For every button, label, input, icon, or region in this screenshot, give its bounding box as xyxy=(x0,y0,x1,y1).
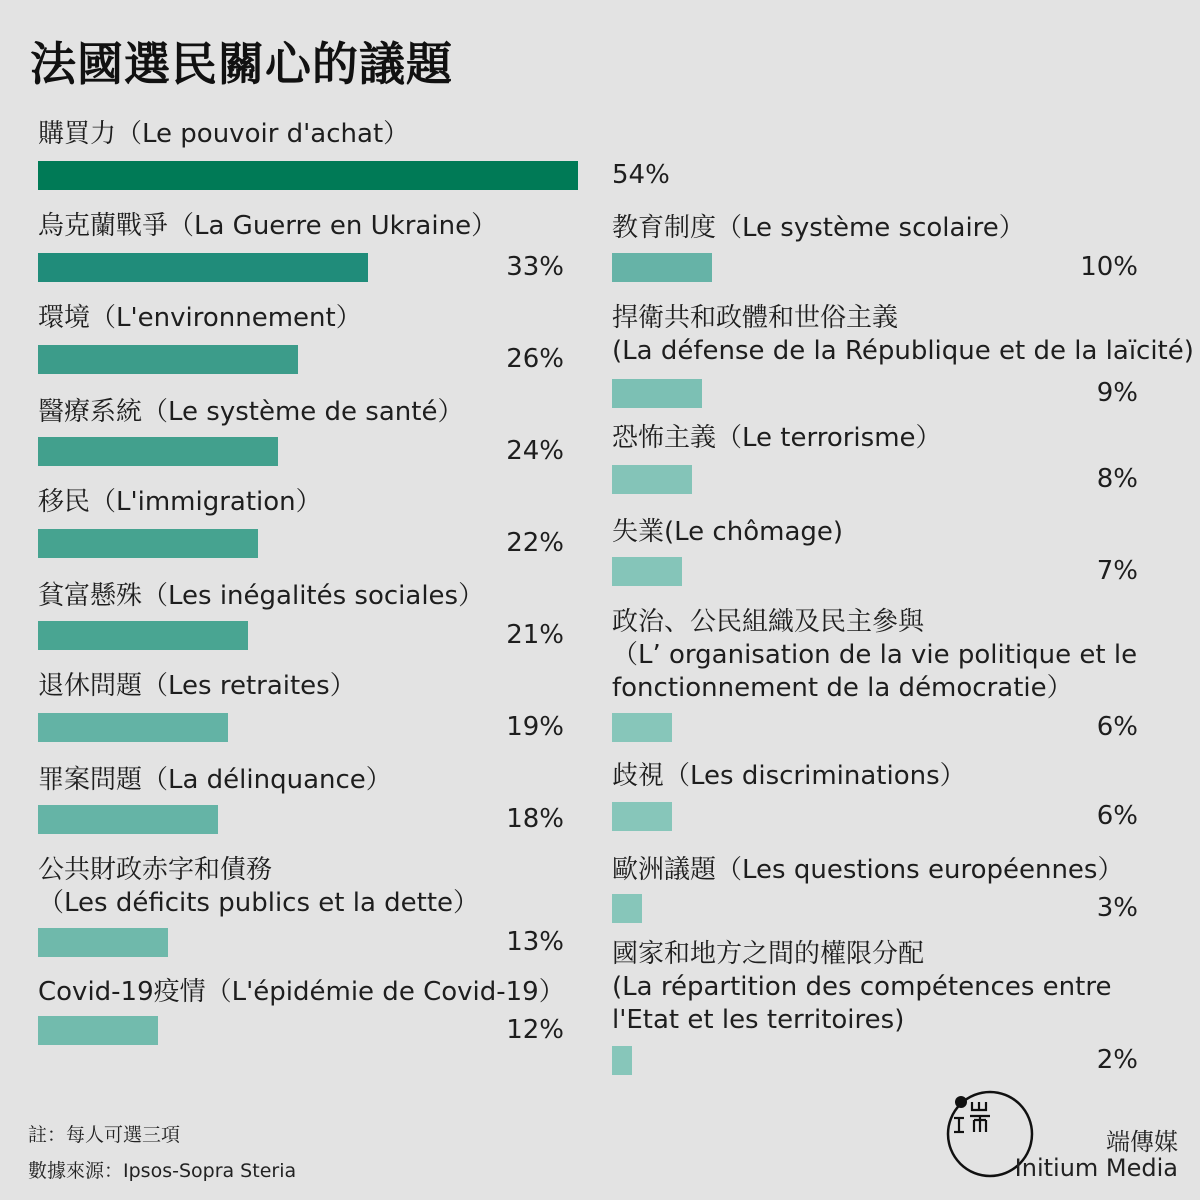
bar xyxy=(612,465,692,494)
bar xyxy=(38,253,368,282)
bar xyxy=(612,379,702,408)
bar-value-label: 6% xyxy=(1096,801,1138,831)
bar-label: 貧富懸殊（Les inégalités sociales） xyxy=(38,581,485,611)
bar-label: 教育制度（Le système scolaire） xyxy=(612,213,1025,243)
bar-label: 歧視（Les discriminations） xyxy=(612,761,966,791)
bar xyxy=(38,713,228,742)
bar-label: 移民（L'immigration） xyxy=(38,487,322,517)
bar xyxy=(38,1016,158,1045)
bar-value-label: 24% xyxy=(506,436,564,466)
bar-label: 罪案問題（La délinquance） xyxy=(38,765,392,795)
bar-value-label: 7% xyxy=(1096,556,1138,586)
bar xyxy=(612,894,642,923)
bar xyxy=(612,713,672,742)
bar-label: 恐怖主義（Le terrorisme） xyxy=(612,423,942,453)
bar-label: 國家和地方之間的權限分配 xyxy=(612,939,925,969)
bar xyxy=(38,529,258,558)
bar-value-label: 9% xyxy=(1096,378,1138,408)
bar-label: Covid-19疫情（L'épidémie de Covid-19） xyxy=(38,977,565,1007)
bar-value-label: 26% xyxy=(506,344,564,374)
bar-value-label: 10% xyxy=(1080,252,1138,282)
bar xyxy=(38,621,248,650)
bar-value-label: 33% xyxy=(506,252,564,282)
bar-label: （L’ organisation de la vie politique et le xyxy=(612,640,1138,670)
bar-label: 烏克蘭戰爭（La Guerre en Ukraine） xyxy=(38,211,498,241)
bar xyxy=(612,802,672,831)
bar-value-label: 13% xyxy=(506,927,564,957)
bar-label: 環境（L'environnement） xyxy=(38,303,362,333)
brand-name-zh: 端傳媒 xyxy=(1106,1128,1178,1156)
bar-label: 醫療系統（Le système de santé） xyxy=(38,397,464,427)
bar-label: 捍衛共和政體和世俗主義 xyxy=(612,303,899,333)
bar-label: 歐洲議題（Les questions européennes） xyxy=(612,855,1124,885)
bar xyxy=(612,1046,632,1075)
chart-title: 法國選民關心的議題 xyxy=(30,37,453,91)
bar xyxy=(612,253,712,282)
bar xyxy=(38,805,218,834)
bar-value-label: 3% xyxy=(1096,893,1138,923)
bar xyxy=(612,557,682,586)
bar xyxy=(38,345,298,374)
bar-label: 失業(Le chômage) xyxy=(612,517,844,547)
bar xyxy=(38,928,168,957)
bar-label: 退休問題（Les retraites） xyxy=(38,671,356,701)
bar xyxy=(38,437,278,466)
source-note: 數據來源：Ipsos-Sopra Steria xyxy=(28,1160,297,1182)
bar-label: 購買力（Le pouvoir d'achat） xyxy=(38,119,410,149)
bar-label: l'Etat et les territoires) xyxy=(612,1005,905,1035)
bar-label: fonctionnement de la démocratie） xyxy=(612,673,1073,703)
bar xyxy=(38,161,578,190)
bar-value-label: 8% xyxy=(1096,464,1138,494)
brand-name-en: Initium Media xyxy=(1014,1154,1178,1182)
bar-value-label: 18% xyxy=(506,804,564,834)
bar-label: (La défense de la République et de la laïcité) xyxy=(612,336,1194,366)
bar-value-label: 19% xyxy=(506,712,564,742)
bar-value-label: 12% xyxy=(506,1015,564,1045)
bar-value-label: 22% xyxy=(506,528,564,558)
bar-label: (La répartition des compétences entre xyxy=(612,972,1112,1002)
bar-label: （Les déficits publics et la dette） xyxy=(38,888,480,918)
bar-value-label: 2% xyxy=(1096,1045,1138,1075)
footnote: 註：每人可選三項 xyxy=(28,1124,181,1146)
bar-value-label: 6% xyxy=(1096,712,1138,742)
bar-value-label: 21% xyxy=(506,620,564,650)
bar-value-label: 54% xyxy=(612,160,670,190)
bar-label: 政治、公民組織及民主參與 xyxy=(612,607,925,637)
bar-label: 公共財政赤字和債務 xyxy=(38,855,273,885)
